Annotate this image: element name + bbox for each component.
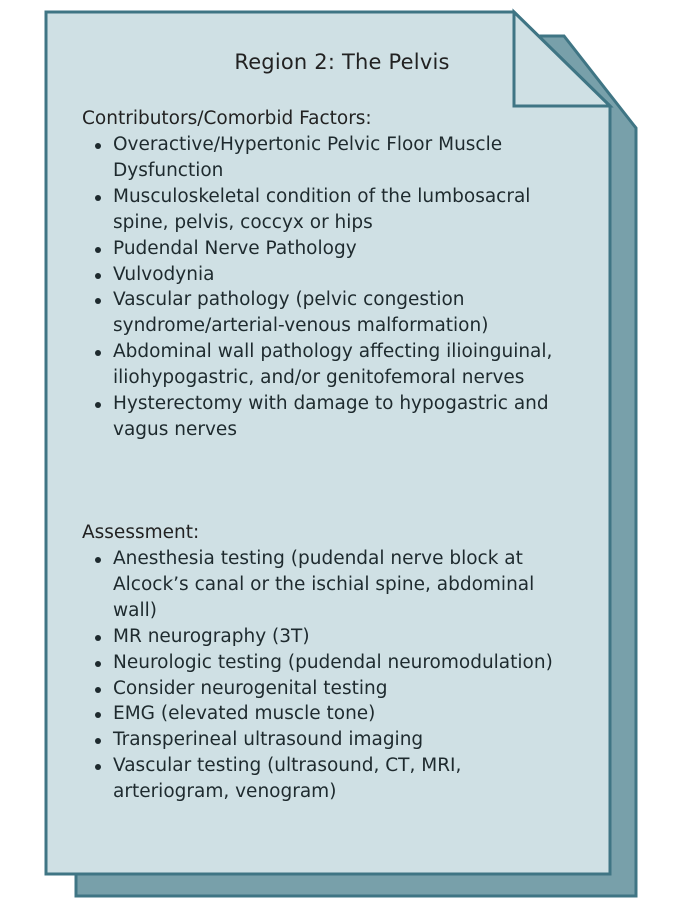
list-item-text: Neurologic testing (pudendal neuromodulation) — [113, 651, 553, 673]
list-item — [82, 701, 582, 727]
list-item — [82, 391, 582, 443]
bullet-icon — [95, 557, 101, 563]
bullet-icon — [95, 635, 101, 641]
bullet-icon — [95, 273, 101, 279]
bullet-icon — [95, 738, 101, 744]
list-item — [82, 287, 582, 339]
list-item-text: Anesthesia testing (pudendal nerve block at Alcock’s canal or the ischial spine, abdominal wall) — [113, 548, 535, 621]
list-item — [82, 236, 582, 262]
bullet-icon — [95, 247, 101, 253]
bullet-icon — [95, 195, 101, 201]
contributors-heading: Contributors/Comorbid Factors: — [82, 108, 372, 129]
page-title: Region 2: The Pelvis — [234, 50, 450, 74]
bullet-icon — [95, 350, 101, 356]
list-item-text: Musculoskeletal condition of the lumbosacral spine, pelvis, coccyx or hips — [113, 185, 531, 233]
list-item — [82, 753, 582, 805]
list-item-text: Abdominal wall pathology affecting ilioinguinal, iliohypogastric, and/or genitofemoral nerves — [113, 341, 553, 389]
list-item — [82, 132, 582, 184]
list-item-text: EMG (elevated muscle tone) — [113, 703, 376, 725]
assessment-heading: Assessment: — [82, 522, 200, 543]
list-item — [82, 727, 582, 753]
list-item — [82, 650, 582, 676]
list-item-text: Hysterectomy with damage to hypogastric and vagus nerves — [113, 393, 549, 440]
list-item — [82, 624, 582, 650]
list-item-text: Pudendal Nerve Pathology — [113, 237, 357, 259]
list-item — [82, 184, 582, 236]
assessment-section — [82, 520, 582, 805]
bullet-icon — [95, 712, 101, 718]
list-item — [82, 339, 582, 391]
list-item-text: Vascular pathology (pelvic congestion syndrome/arterial-venous malformation) — [113, 289, 489, 337]
list-item — [82, 676, 582, 702]
bullet-icon — [95, 402, 101, 408]
contributors-section — [82, 106, 582, 443]
list-item-text: Transperineal ultrasound imaging — [113, 729, 424, 751]
list-item-text: Vulvodynia — [113, 263, 215, 285]
list-item-text: Overactive/Hypertonic Pelvic Floor Muscle Dysfunction — [113, 134, 503, 181]
list-item-text: Vascular testing (ultrasound, CT, MRI, arteriogram, venogram) — [113, 755, 462, 803]
bullet-icon — [95, 661, 101, 667]
list-item — [82, 546, 582, 624]
list-item-text: MR neurography (3T) — [113, 625, 310, 647]
contributors-list — [82, 132, 582, 443]
bullet-icon — [95, 143, 101, 149]
bullet-icon — [95, 687, 101, 693]
list-item — [82, 262, 582, 288]
list-item-text: Consider neurogenital testing — [113, 677, 388, 699]
bullet-icon — [95, 764, 101, 770]
assessment-list — [82, 546, 582, 805]
bullet-icon — [95, 298, 101, 304]
